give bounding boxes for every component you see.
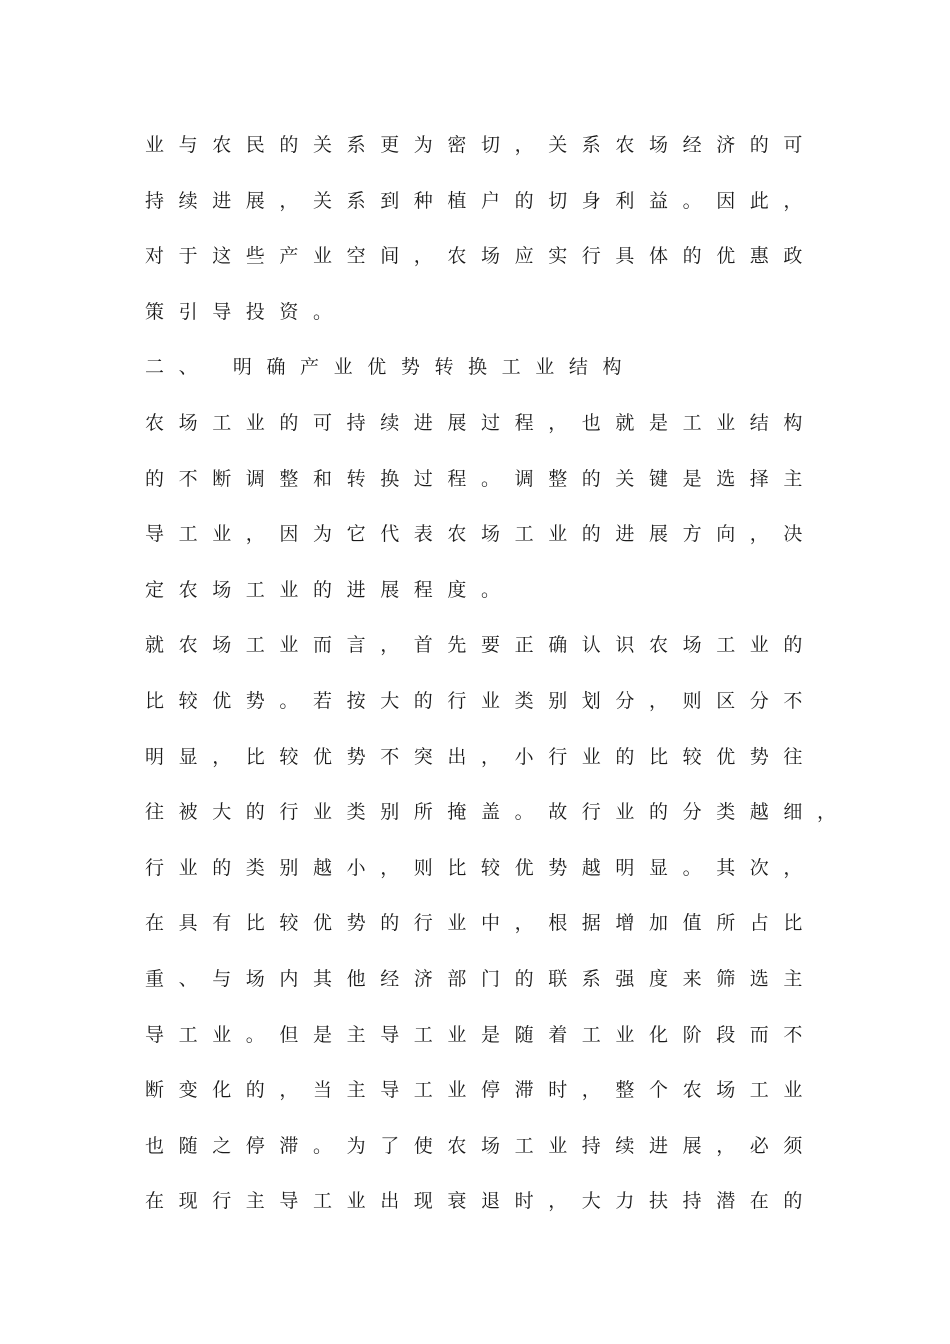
text-line: 就农场工业而言，首先要正确认识农场工业的: [145, 634, 818, 657]
text-line: 农场工业的可持续进展过程，也就是工业结构: [145, 411, 818, 434]
text-line: 导工业。但是主导工业是随着工业化阶段而不: [145, 1023, 818, 1046]
text-line: 重、与场内其他经济部门的联系强度来筛选主: [145, 967, 818, 990]
section-heading: 二、 明确产业优势转换工业结构: [145, 356, 637, 379]
text-line: 断变化的，当主导工业停滞时，整个农场工业: [145, 1079, 818, 1102]
text-line: 明显，比较优势不突出，小行业的比较优势往: [145, 745, 818, 768]
text-line: 比较优势。若按大的行业类别划分，则区分不: [145, 689, 818, 712]
text-line: 也随之停滞。为了使农场工业持续进展，必须: [145, 1134, 818, 1157]
text-line: 策引导投资。: [145, 300, 347, 323]
text-line: 往被大的行业类别所掩盖。故行业的分类越细，: [145, 801, 851, 824]
text-line: 行业的类别越小，则比较优势越明显。其次，: [145, 856, 818, 879]
text-line: 的不断调整和转换过程。调整的关键是选择主: [145, 467, 818, 490]
text-line: 在具有比较优势的行业中，根据增加值所占比: [145, 912, 818, 935]
text-line: 在现行主导工业出现衰退时，大力扶持潜在的: [145, 1190, 818, 1213]
text-line: 持续进展，关系到种植户的切身利益。因此，: [145, 189, 818, 212]
text-line: 对于这些产业空间，农场应实行具体的优惠政: [145, 245, 818, 268]
text-line: 业与农民的关系更为密切，关系农场经济的可: [145, 134, 818, 156]
text-line: 导工业，因为它代表农场工业的进展方向，决: [145, 523, 818, 546]
text-line: 定农场工业的进展程度。: [145, 578, 515, 601]
body-text: [145, 118, 851, 1230]
